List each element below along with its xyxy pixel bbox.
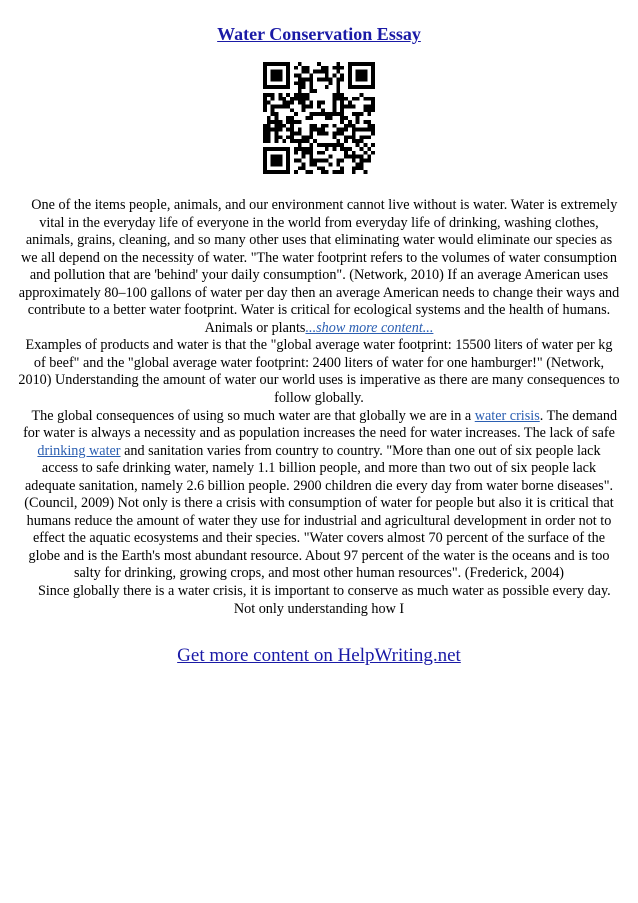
- essay-title[interactable]: Water Conservation Essay: [217, 24, 421, 44]
- essay-paragraph-3: [18, 408, 620, 583]
- paragraph-text: . The demand for water is always a necessity and as population increases the need for water increases. The lack of safe: [23, 407, 618, 442]
- paragraph-text: Examples of products and water is that the "global average water footprint: 15500 liters of water per kg of beef" and the "global average water footprint: 2400 liters of water for one hamburger!" (Network, 2010) Understanding the amount of water our world uses is imperative as there are many consequences to follow globally.: [18, 337, 620, 407]
- paragraph-text: and sanitation varies from country to country. "More than one out of six people lack access to safe drinking water, namely 1.1 billion people, and more than two out of six people lack adequate sanitation, namely 2.6 billion people. 2900 children die every day from water borne diseases". (Council, 2009) Not only is there a crisis with consumption of water for people but also it is critical that humans reduce the amount of water they use for industrial and agricultural development in order not to effect the aquatic ecosystems and their species. "Water covers almost 70 percent of the surface of the globe and is the Earth's most abundant resource. About 97 percent of the water is the oceans and is too salty for drinking, growing crops, and most other human resources". (Frederick, 2004): [24, 442, 614, 582]
- essay-body: [18, 197, 620, 618]
- essay-paragraph-1: [18, 197, 620, 337]
- drinking-water-link[interactable]: drinking water: [37, 442, 121, 459]
- qr-code-icon: [263, 62, 375, 174]
- paragraph-text: One of the items people, animals, and our environment cannot live without is water. Water is extremely vital in the everyday life of everyone in the world from everyday life of drinking, washing clothes, animals, grains, cleaning, and so many other uses that eliminating water would eliminate our species as we all depend on the necessity of water. "The water footprint refers to the volumes of water consumption and pollution that are 'behind' your daily consumption". (Network, 2010) If an average American uses approximately 80–100 gallons of water per day then an average American needs to change their ways and contribute to a better water footprint. Water is critical for ecological systems and the health of humans. Animals or plants: [18, 197, 620, 336]
- paragraph-text: Since globally there is a water crisis, it is important to conserve as much water as possible every day. Not only understanding how I: [37, 583, 611, 617]
- essay-paragraph-2: [18, 337, 620, 407]
- paragraph-text: The global consequences of using so much water are that globally we are in a: [31, 407, 475, 424]
- show-more-link[interactable]: ...show more content...: [305, 319, 434, 336]
- get-more-content-link[interactable]: Get more content on HelpWriting.net: [177, 645, 461, 666]
- essay-paragraph-4: [18, 583, 620, 618]
- water-crisis-link[interactable]: water crisis: [474, 407, 540, 424]
